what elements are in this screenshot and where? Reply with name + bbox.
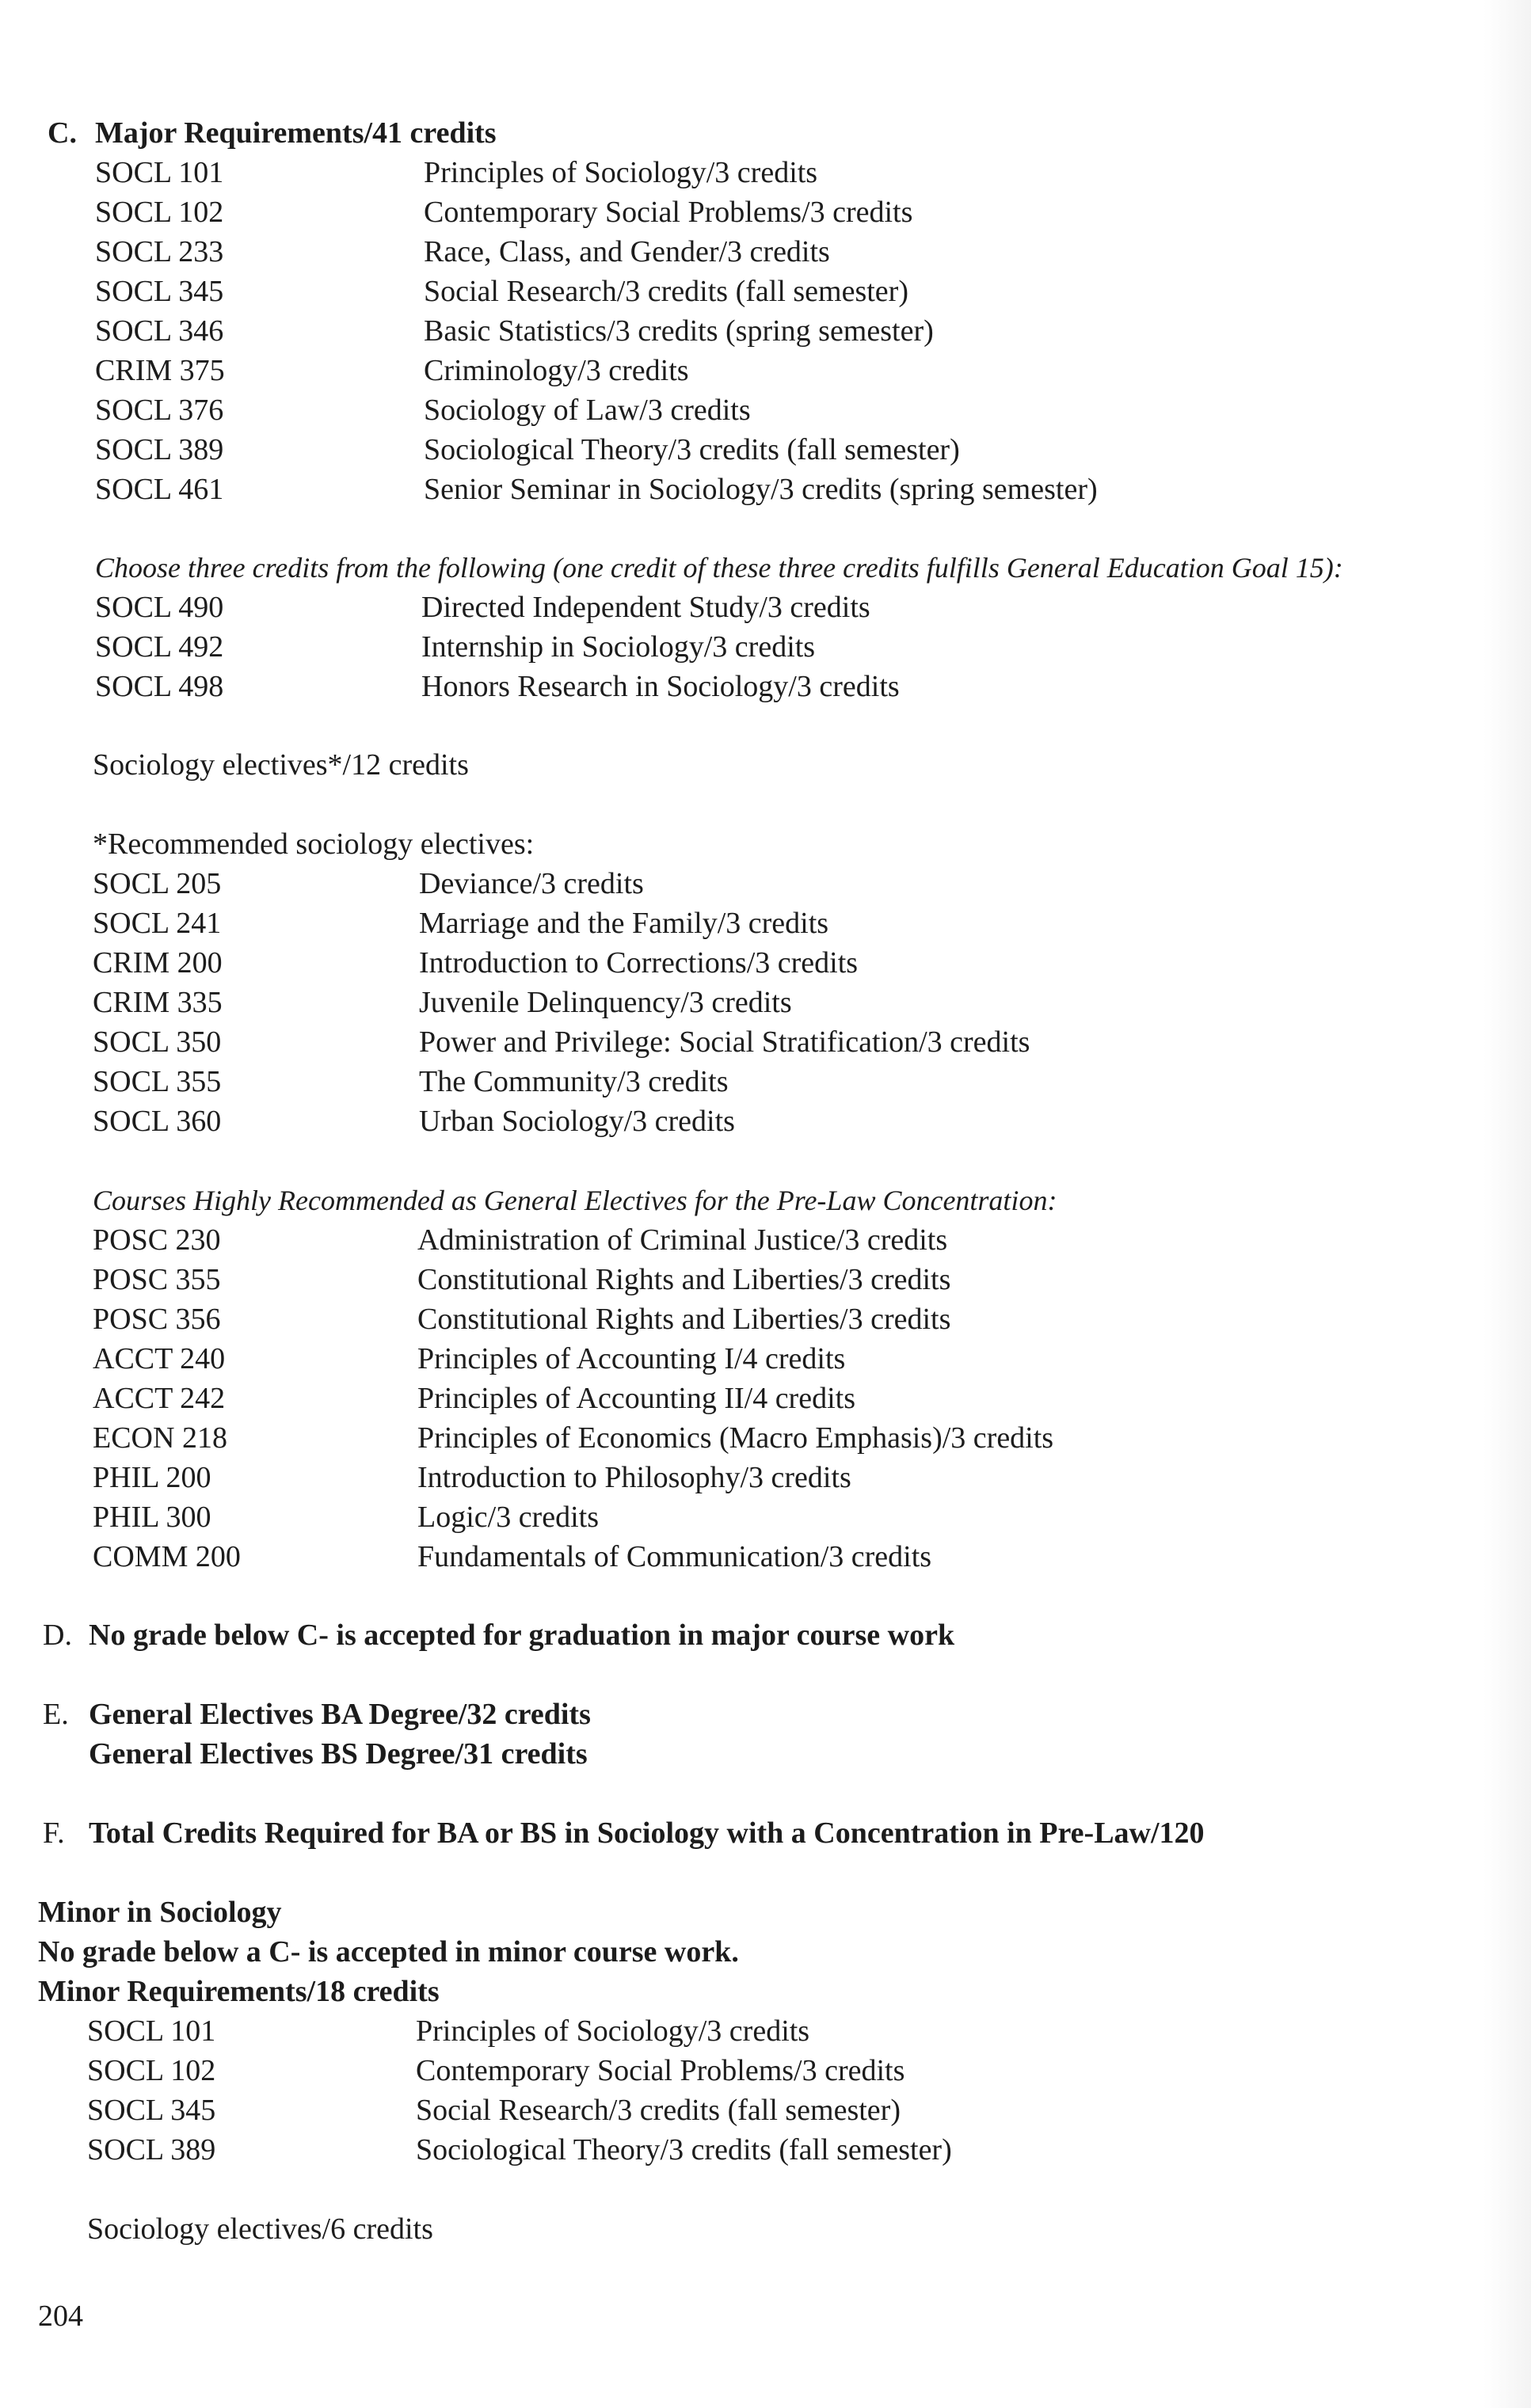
- course-code: POSC 355: [93, 1263, 221, 1296]
- course-code: SOCL 345: [95, 275, 224, 308]
- course-desc: Criminology/3 credits: [424, 354, 689, 387]
- course-desc: The Community/3 credits: [419, 1065, 729, 1098]
- course-code: SOCL 389: [87, 2133, 216, 2166]
- section-d-letter: D.: [43, 1619, 72, 1652]
- choose-credits-note: Choose three credits from the following (one credit of these three credits fulfills General Education Goal 15):: [95, 552, 1343, 584]
- course-desc: Constitutional Rights and Liberties/3 credits: [417, 1303, 951, 1336]
- course-desc: Sociology of Law/3 credits: [424, 394, 751, 427]
- section-e-letter: E.: [43, 1698, 69, 1731]
- course-code: SOCL 498: [95, 670, 224, 703]
- course-code: SOCL 102: [95, 196, 224, 229]
- course-code: PHIL 200: [93, 1461, 211, 1494]
- course-code: SOCL 241: [93, 907, 222, 940]
- course-desc: Urban Sociology/3 credits: [419, 1105, 735, 1138]
- course-code: SOCL 102: [87, 2054, 216, 2087]
- course-desc: Directed Independent Study/3 credits: [421, 591, 870, 624]
- course-desc: Marriage and the Family/3 credits: [419, 907, 829, 940]
- page-number: 204: [38, 2300, 83, 2333]
- course-code: ACCT 242: [93, 1382, 226, 1415]
- course-code: PHIL 300: [93, 1501, 211, 1534]
- course-desc: Introduction to Philosophy/3 credits: [417, 1461, 851, 1494]
- section-e-bs-electives: General Electives BS Degree/31 credits: [89, 1737, 588, 1771]
- minor-grade-note: No grade below a C- is accepted in minor course work.: [38, 1935, 739, 1969]
- minor-title: Minor in Sociology: [38, 1896, 282, 1929]
- recommended-electives-header: *Recommended sociology electives:: [93, 827, 535, 861]
- course-code: SOCL 346: [95, 314, 224, 348]
- course-desc: Senior Seminar in Sociology/3 credits (spring semester): [424, 473, 1098, 506]
- course-desc: Juvenile Delinquency/3 credits: [419, 986, 792, 1019]
- course-desc: Deviance/3 credits: [419, 867, 644, 900]
- course-desc: Social Research/3 credits (fall semester): [416, 2094, 901, 2127]
- course-desc: Sociological Theory/3 credits (fall semester): [424, 433, 960, 466]
- section-c-title: Major Requirements/41 credits: [95, 116, 497, 150]
- course-code: SOCL 101: [95, 156, 224, 189]
- course-desc: Contemporary Social Problems/3 credits: [416, 2054, 905, 2087]
- course-desc: Contemporary Social Problems/3 credits: [424, 196, 913, 229]
- course-code: COMM 200: [93, 1540, 241, 1573]
- course-code: SOCL 205: [93, 867, 222, 900]
- course-code: SOCL 360: [93, 1105, 222, 1138]
- course-desc: Principles of Sociology/3 credits: [424, 156, 818, 189]
- course-code: SOCL 345: [87, 2094, 216, 2127]
- course-code: SOCL 355: [93, 1065, 222, 1098]
- sociology-electives-line: Sociology electives*/12 credits: [93, 748, 469, 782]
- section-e-ba-electives: General Electives BA Degree/32 credits: [89, 1698, 591, 1731]
- course-code: SOCL 490: [95, 591, 224, 624]
- course-code: SOCL 461: [95, 473, 224, 506]
- course-desc: Race, Class, and Gender/3 credits: [424, 235, 830, 268]
- course-code: SOCL 350: [93, 1025, 222, 1059]
- scan-edge-shadow: [1483, 0, 1531, 2408]
- course-code: CRIM 335: [93, 986, 223, 1019]
- course-desc: Power and Privilege: Social Stratification/3 credits: [419, 1025, 1030, 1059]
- course-code: SOCL 389: [95, 433, 224, 466]
- course-desc: Principles of Accounting I/4 credits: [417, 1342, 846, 1375]
- course-code: POSC 356: [93, 1303, 221, 1336]
- section-d-text: No grade below C- is accepted for graduation in major course work: [89, 1619, 955, 1652]
- course-desc: Logic/3 credits: [417, 1501, 599, 1534]
- course-desc: Principles of Accounting II/4 credits: [417, 1382, 855, 1415]
- course-code: SOCL 233: [95, 235, 224, 268]
- course-code: SOCL 492: [95, 630, 224, 664]
- section-c-letter: C.: [48, 116, 77, 150]
- minor-electives-line: Sociology electives/6 credits: [87, 2212, 433, 2246]
- course-desc: Basic Statistics/3 credits (spring semester): [424, 314, 934, 348]
- course-code: CRIM 200: [93, 946, 223, 980]
- course-desc: Sociological Theory/3 credits (fall semester): [416, 2133, 952, 2166]
- minor-requirements-title: Minor Requirements/18 credits: [38, 1975, 440, 2008]
- course-code: ECON 218: [93, 1421, 227, 1455]
- course-code: SOCL 101: [87, 2014, 216, 2048]
- course-code: SOCL 376: [95, 394, 224, 427]
- section-f-letter: F.: [43, 1816, 65, 1850]
- course-desc: Internship in Sociology/3 credits: [421, 630, 816, 664]
- course-desc: Fundamentals of Communication/3 credits: [417, 1540, 932, 1573]
- prelaw-recommended-header: Courses Highly Recommended as General Electives for the Pre-Law Concentration:: [93, 1185, 1057, 1216]
- course-code: ACCT 240: [93, 1342, 226, 1375]
- course-desc: Administration of Criminal Justice/3 credits: [417, 1223, 948, 1257]
- course-code: POSC 230: [93, 1223, 221, 1257]
- section-f-text: Total Credits Required for BA or BS in Sociology with a Concentration in Pre-Law/120: [89, 1816, 1205, 1850]
- course-desc: Social Research/3 credits (fall semester): [424, 275, 908, 308]
- course-desc: Principles of Economics (Macro Emphasis)/3 credits: [417, 1421, 1054, 1455]
- course-code: CRIM 375: [95, 354, 225, 387]
- course-desc: Constitutional Rights and Liberties/3 credits: [417, 1263, 951, 1296]
- course-desc: Introduction to Corrections/3 credits: [419, 946, 859, 980]
- course-desc: Honors Research in Sociology/3 credits: [421, 670, 900, 703]
- course-desc: Principles of Sociology/3 credits: [416, 2014, 810, 2048]
